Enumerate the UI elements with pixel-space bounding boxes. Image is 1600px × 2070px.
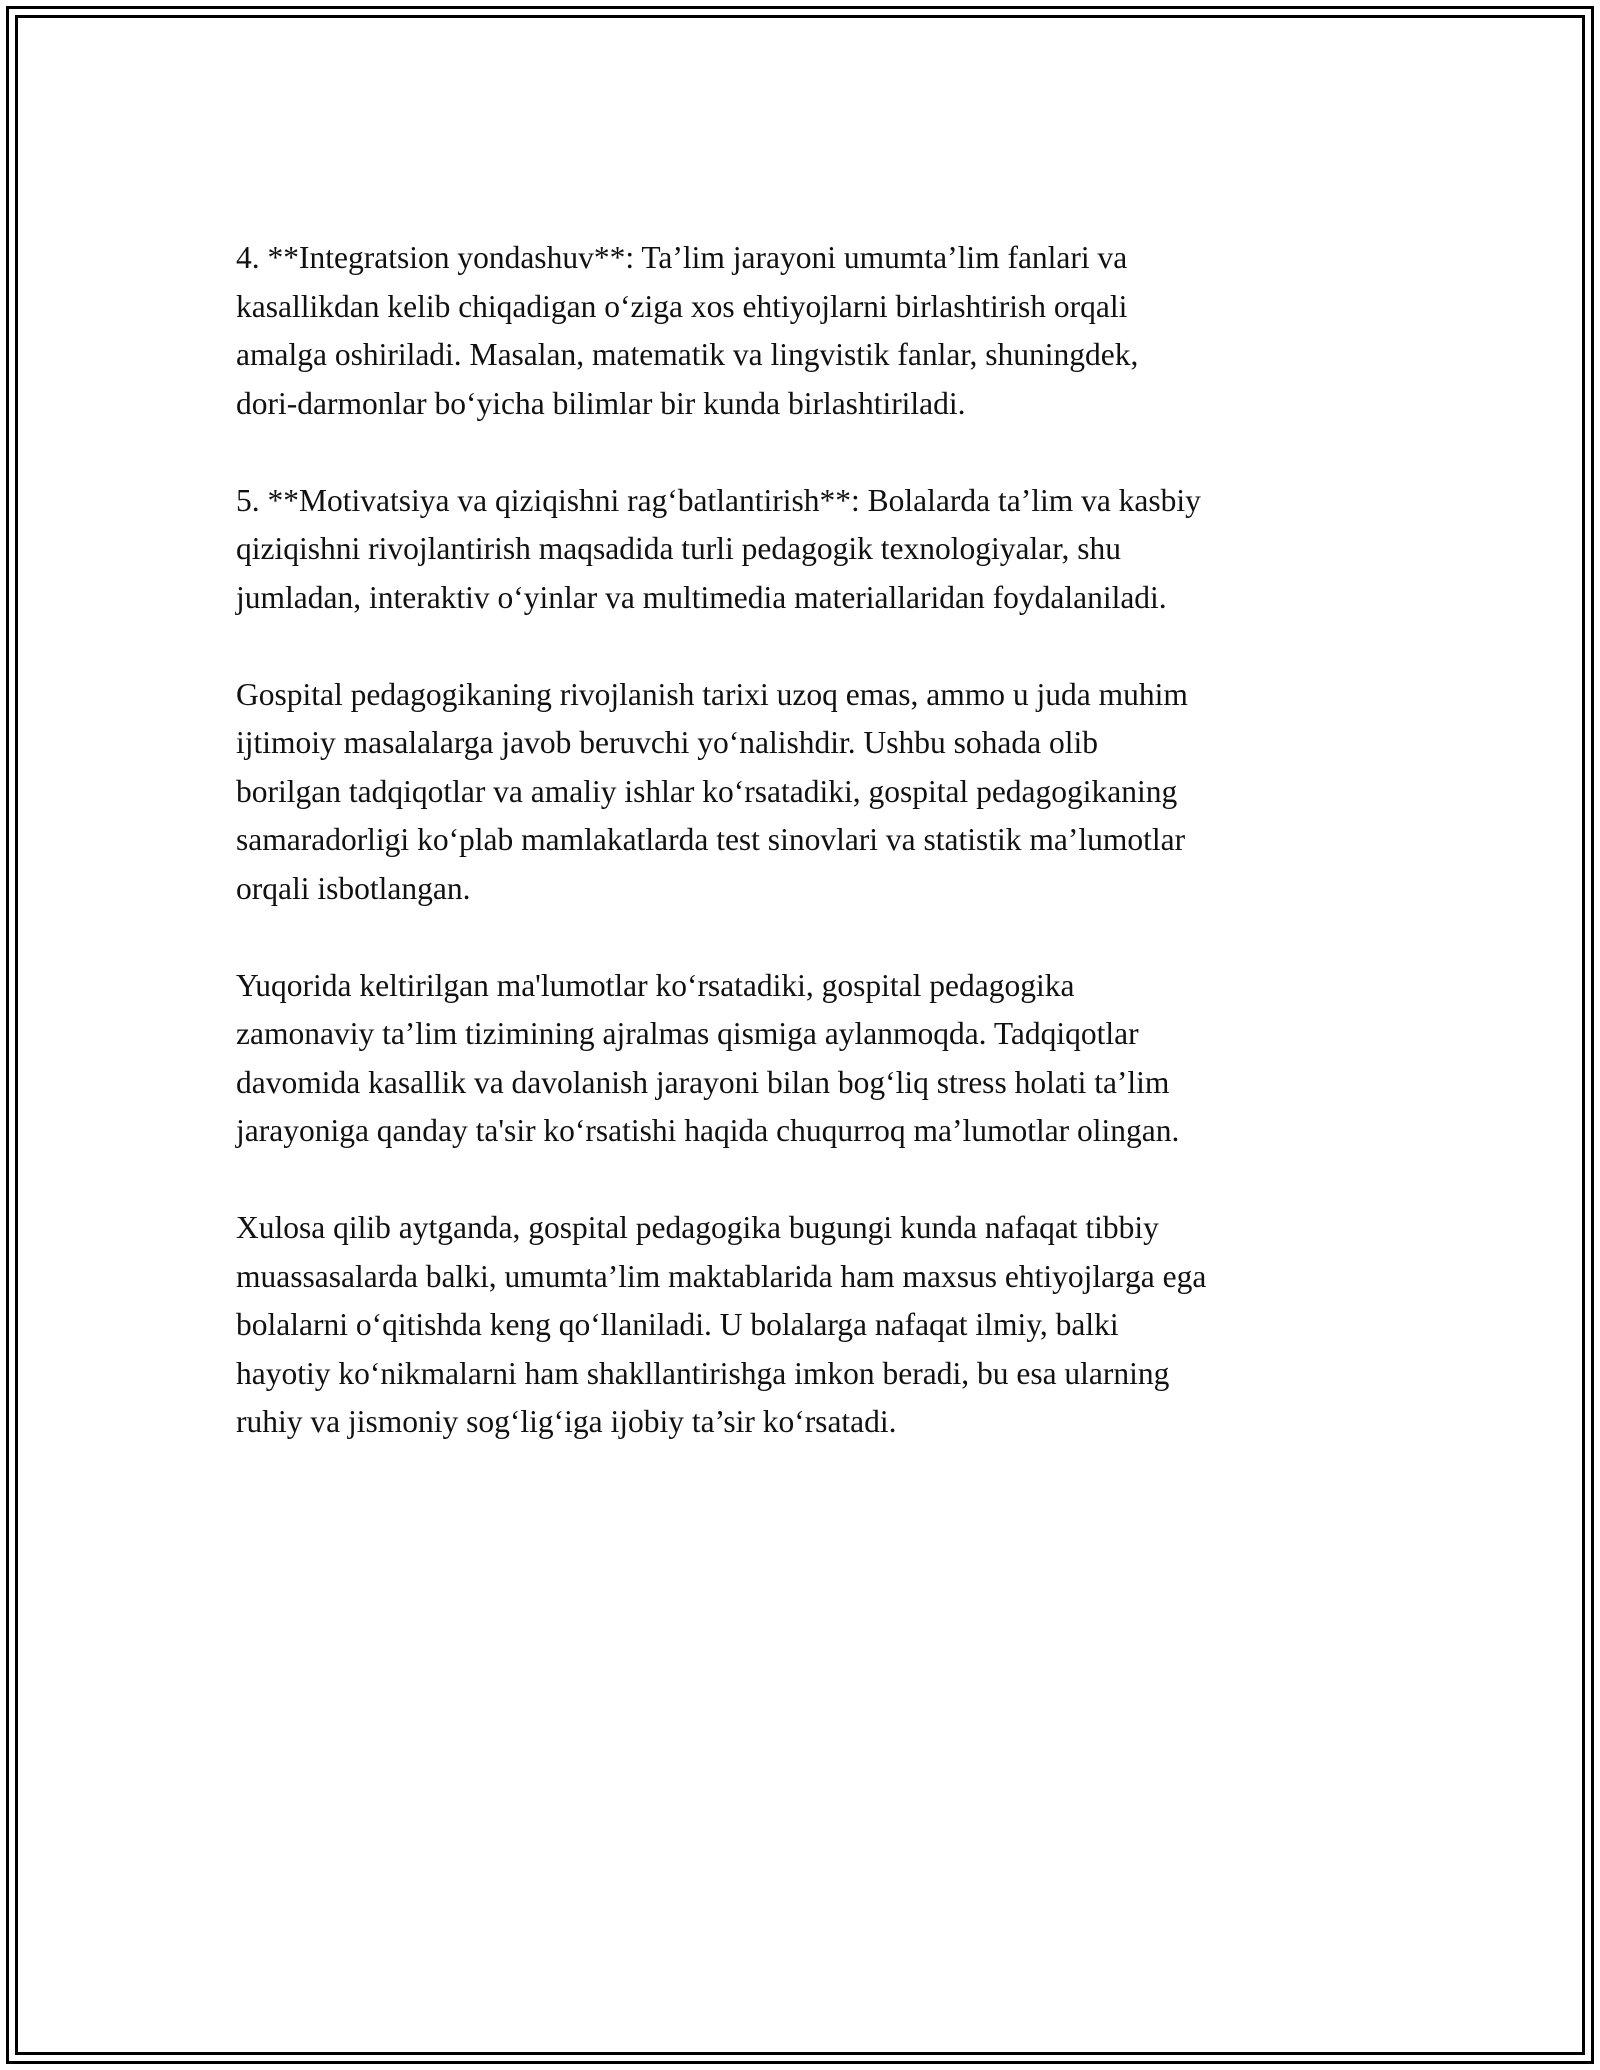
paragraph-malumotlar (236, 962, 1396, 1156)
text-line: davomida kasallik va davolanish jarayoni bilan bog‘liq stress holati ta’lim (236, 1064, 1170, 1100)
text-line: 5. **Motivatsiya va qiziqishni rag‘batlantirish**: Bolalarda ta’lim va kasbiy (236, 482, 1201, 518)
text-line: qiziqishni rivojlantirish maqsadida turli pedagogik texnologiyalar, shu (236, 531, 1121, 566)
text-line: amalga oshiriladi. Masalan, matematik va lingvistik fanlar, shuningdek, (236, 337, 1139, 372)
text-line: jumladan, interaktiv o‘yinlar va multimedia materiallaridan foydalaniladi. (236, 579, 1167, 615)
text-line: hayotiy ko‘nikmalarni ham shakllantirishga imkon beradi, bu esa ularning (236, 1355, 1170, 1391)
text-line: dori-darmonlar bo‘yicha bilimlar bir kunda birlashtiriladi. (236, 385, 966, 421)
text-line: ruhiy va jismoniy sog‘lig‘iga ijobiy ta’sir ko‘rsatadi. (236, 1404, 897, 1439)
text-line: muassasalarda balki, umumta’lim maktablarida ham maxsus ehtiyojlarga ega (236, 1258, 1207, 1294)
text-line: Gospital pedagogikaning rivojlanish tarixi uzoq emas, ammo u juda muhim (236, 676, 1188, 712)
text-line: zamonaviy ta’lim tizimining ajralmas qismiga aylanmoqda. Tadqiqotlar (236, 1016, 1139, 1051)
paragraph-rivojlanish-tarixi (236, 671, 1396, 914)
text-line: bolalarni o‘qitishda keng qo‘llaniladi. U bolalarga nafaqat ilmiy, balki (236, 1307, 1119, 1342)
paragraph-integratsion-yondashuv (236, 234, 1396, 428)
text-line: samaradorligi ko‘plab mamlakatlarda test sinovlari va statistik ma’lumotlar (236, 822, 1186, 857)
text-line: Yuqorida keltirilgan ma'lumotlar ko‘rsatadiki, gospital pedagogika (236, 967, 1075, 1003)
paragraph-xulosa (236, 1204, 1396, 1447)
text-line: orqali isbotlangan. (236, 870, 471, 906)
text-line: Xulosa qilib aytganda, gospital pedagogika bugungi kunda nafaqat tibbiy (236, 1210, 1159, 1245)
paragraph-motivatsiya (236, 477, 1396, 623)
text-line: borilgan tadqiqotlar va amaliy ishlar ko‘rsatadiki, gospital pedagogikaning (236, 773, 1178, 809)
text-line: ijtimoiy masalalarga javob beruvchi yo‘nalishdir. Ushbu sohada olib (236, 725, 1099, 760)
text-line: kasallikdan kelib chiqadigan o‘ziga xos ehtiyojlarni birlashtirish orqali (236, 288, 1128, 324)
text-line: 4. **Integratsion yondashuv**: Ta’lim jarayoni umumta’lim fanlari va (236, 240, 1128, 275)
document-body (236, 234, 1396, 1495)
text-line: jarayoniga qanday ta'sir ko‘rsatishi haqida chuqurroq ma’lumotlar olingan. (236, 1113, 1180, 1148)
